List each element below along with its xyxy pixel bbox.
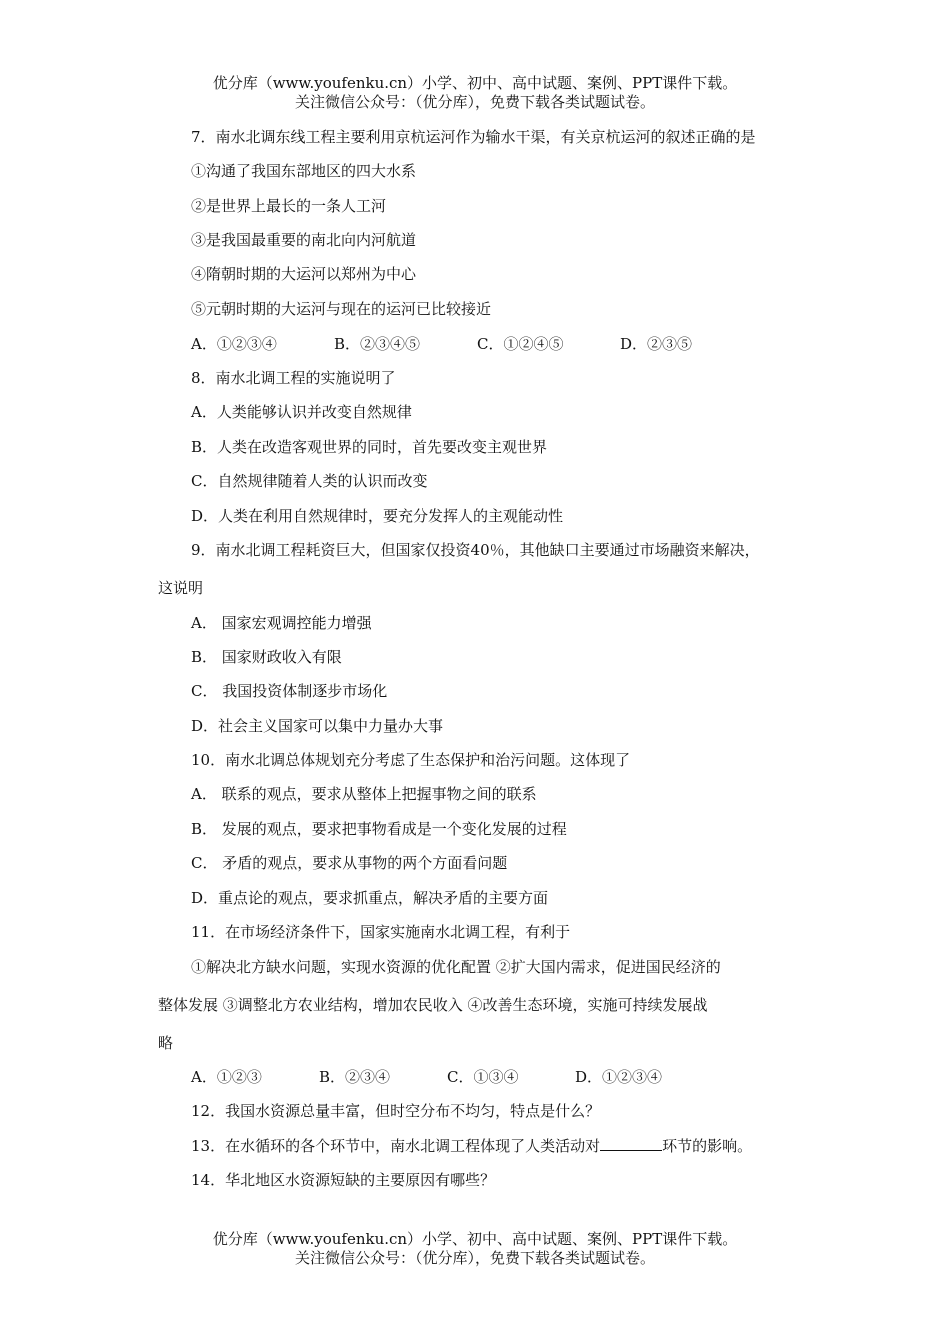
q11-option-d: D．①②③④ [575, 1068, 663, 1086]
q7-item-3: ③是我国最重要的南北向内河航道 [191, 231, 417, 249]
q7-item-2: ②是世界上最长的一条人工河 [191, 197, 387, 215]
q9-option-c: C． 我国投资体制逐步市场化 [191, 682, 388, 700]
q7-item-1: ①沟通了我国东部地区的四大水系 [191, 162, 417, 180]
q13-stem-pre: 13．在水循环的各个环节中，南水北调工程体现了人类活动对 [191, 1137, 601, 1155]
q10-stem: 10．南水北调总体规划充分考虑了生态保护和治污问题。这体现了 [191, 751, 631, 769]
q7-options [191, 334, 692, 354]
q8-option-b: B．人类在改造客观世界的同时，首先要改变主观世界 [191, 438, 548, 456]
q7-item-4: ④隋朝时期的大运河以郑州为中心 [191, 265, 417, 283]
q11-body-line-3: 略 [158, 1034, 174, 1052]
q7-option-a: A．①②③④ [191, 335, 277, 353]
q7-option-d: D．②③⑤ [620, 335, 693, 353]
q11-option-c: C．①③④ [447, 1068, 519, 1086]
q7-item-5: ⑤元朝时期的大运河与现在的运河已比较接近 [191, 300, 492, 318]
header-line-2: 关注微信公众号：（优分库），免费下载各类试题试卷。 [294, 93, 655, 111]
q10-option-a: A． 联系的观点，要求从整体上把握事物之间的联系 [191, 785, 537, 803]
q9-stem-line-2: 这说明 [158, 579, 204, 597]
q14-stem: 14．华北地区水资源短缺的主要原因有哪些？ [191, 1171, 496, 1189]
footer-line-2: 关注微信公众号：（优分库），免费下载各类试题试卷。 [294, 1249, 655, 1267]
q7-option-b: B．②③④⑤ [334, 335, 421, 353]
header-line-1: 优分库（www.youfenku.cn）小学、初中、高中试题、案例、PPT课件下载。 [212, 74, 738, 92]
q10-option-d: D．重点论的观点，要求抓重点，解决矛盾的主要方面 [191, 889, 549, 907]
footer-line-1: 优分库（www.youfenku.cn）小学、初中、高中试题、案例、PPT课件下载。 [212, 1230, 738, 1248]
q8-stem: 8．南水北调工程的实施说明了 [191, 369, 396, 387]
q10-option-c: C． 矛盾的观点，要求从事物的两个方面看问题 [191, 854, 508, 872]
q11-option-b: B．②③④ [319, 1068, 391, 1086]
q9-option-a: A． 国家宏观调控能力增强 [191, 614, 372, 632]
q13-stem-post: 环节的影响。 [662, 1137, 753, 1155]
q13-answer-blank[interactable] [600, 1136, 662, 1151]
q9-stem-line-1: 9．南水北调工程耗资巨大，但国家仅投资40％，其他缺口主要通过市场融资来解决， [191, 541, 760, 559]
q13-stem [191, 1136, 752, 1156]
q12-stem: 12．我国水资源总量丰富，但时空分布不均匀，特点是什么？ [191, 1102, 601, 1120]
page-footer [0, 1230, 950, 1268]
q8-option-a: A．人类能够认识并改变自然规律 [191, 403, 412, 421]
q8-option-d: D．人类在利用自然规律时，要充分发挥人的主观能动性 [191, 507, 564, 525]
q11-options [191, 1067, 662, 1087]
q11-option-a: A．①②③ [191, 1068, 262, 1086]
q7-option-c: C．①②④⑤ [477, 335, 564, 353]
page-header [0, 74, 950, 112]
q8-option-c: C．自然规律随着人类的认识而改变 [191, 472, 428, 490]
q10-option-b: B． 发展的观点，要求把事物看成是一个变化发展的过程 [191, 820, 567, 838]
q9-option-d: D．社会主义国家可以集中力量办大事 [191, 717, 444, 735]
q11-stem: 11．在市场经济条件下，国家实施南水北调工程，有利于 [191, 923, 571, 941]
q11-body-line-2: 整体发展 ③调整北方农业结构，增加农民收入 ④改善生态环境，实施可持续发展战 [158, 996, 708, 1014]
q7-stem: 7．南水北调东线工程主要利用京杭运河作为输水干渠，有关京杭运河的叙述正确的是 [191, 128, 756, 146]
q9-option-b: B． 国家财政收入有限 [191, 648, 342, 666]
q11-body-line-1: ①解决北方缺水问题，实现水资源的优化配置 ②扩大国内需求，促进国民经济的 [191, 958, 721, 976]
